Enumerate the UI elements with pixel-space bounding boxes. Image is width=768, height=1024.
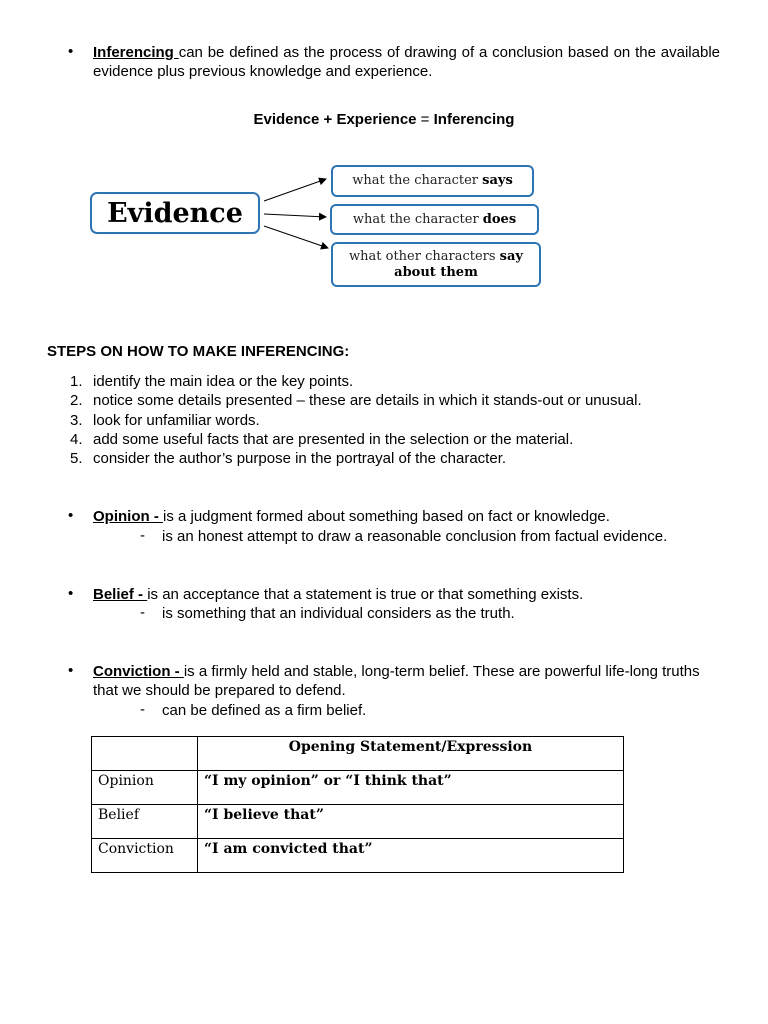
arrow-says [264, 179, 326, 201]
steps-list [70, 372, 733, 468]
conviction-subpoint: can be defined as a firm belief. [162, 702, 367, 719]
list-item [70, 391, 733, 410]
belief-term: Belief - [93, 586, 148, 603]
opinion-subpoint: is an honest attempt to draw a reasonable conclusion from factual evidence. [162, 528, 668, 545]
bullet-icon: • [68, 662, 74, 679]
bullet-icon: • [68, 43, 74, 60]
table-header-blank [92, 737, 198, 771]
conviction-text: is a firmly held and stable, long-term belief. These are powerful life-long truths that we should be prepared to defend. [93, 663, 700, 699]
inferencing-term: Inferencing [93, 44, 179, 61]
opinion-definition [93, 507, 733, 526]
opening-statement-table [91, 736, 624, 873]
evidence-box: Evidence [90, 192, 260, 234]
step-number: 1. [70, 373, 83, 390]
step-text: identify the main idea or the key points. [93, 373, 354, 390]
step-text: add some useful facts that are presented in the selection or the material. [93, 430, 574, 448]
dash-marker: - [140, 604, 145, 621]
conviction-term: Conviction - [93, 663, 184, 680]
box-character-says [331, 165, 534, 197]
table-header: Opening Statement/Expression [198, 737, 624, 771]
inferencing-text: can be defined as the process of drawing of a conclusion based on the available evidence plus previous knowledge and experience. [93, 44, 721, 80]
table-row [92, 771, 624, 805]
steps-title: STEPS ON HOW TO MAKE INFERENCING: [47, 343, 350, 360]
table-value: “I am convicted that” [198, 839, 624, 873]
table-value: “I my opinion” or “I think that” [198, 771, 624, 805]
formula-equals: = [416, 111, 434, 128]
step-number: 5. [70, 450, 83, 467]
box-others-bold: say about them [394, 248, 523, 280]
table-row [92, 839, 624, 873]
arrow-does [264, 214, 326, 217]
step-number: 3. [70, 411, 83, 429]
opinion-text: is a judgment formed about something based on fact or knowledge. [162, 508, 610, 525]
dash-marker: - [140, 527, 145, 544]
table-label: Belief [92, 805, 198, 839]
step-text: consider the author’s purpose in the portrayal of the character. [93, 450, 507, 467]
bullet-icon: • [68, 507, 74, 524]
bullet-icon: • [68, 585, 74, 602]
box-character-does [330, 204, 539, 235]
table-value: “I believe that” [198, 805, 624, 839]
box-says-text: what the character [352, 173, 483, 188]
table-label: Conviction [92, 839, 198, 873]
list-item [70, 372, 733, 391]
box-does-bold: does [482, 211, 517, 227]
box-others-text: what other characters [349, 248, 500, 264]
step-text: notice some details presented – these are details in which it stands-out or unusual. [93, 392, 642, 410]
dash-marker: - [140, 701, 145, 718]
table-label: Opinion [92, 771, 198, 805]
step-number: 4. [70, 430, 83, 448]
opinion-term: Opinion - [93, 508, 163, 525]
box-says-bold: says [482, 173, 513, 188]
belief-definition [93, 585, 733, 604]
step-text: look for unfamiliar words. [93, 411, 260, 429]
box-does-text: what the character [352, 211, 483, 227]
list-item [70, 430, 733, 449]
table-header-row [92, 737, 624, 771]
formula-right: Inferencing [433, 111, 515, 128]
conviction-definition [93, 662, 723, 700]
list-item [70, 411, 733, 430]
box-others-say [331, 242, 541, 287]
belief-text: is an acceptance that a statement is true or that something exists. [147, 586, 584, 603]
table-row [92, 805, 624, 839]
belief-subpoint: is something that an individual considers as the truth. [162, 605, 515, 622]
arrow-say-about [264, 226, 328, 248]
formula-left: Evidence + Experience [253, 111, 417, 128]
step-number: 2. [70, 392, 83, 410]
list-item [70, 449, 733, 468]
